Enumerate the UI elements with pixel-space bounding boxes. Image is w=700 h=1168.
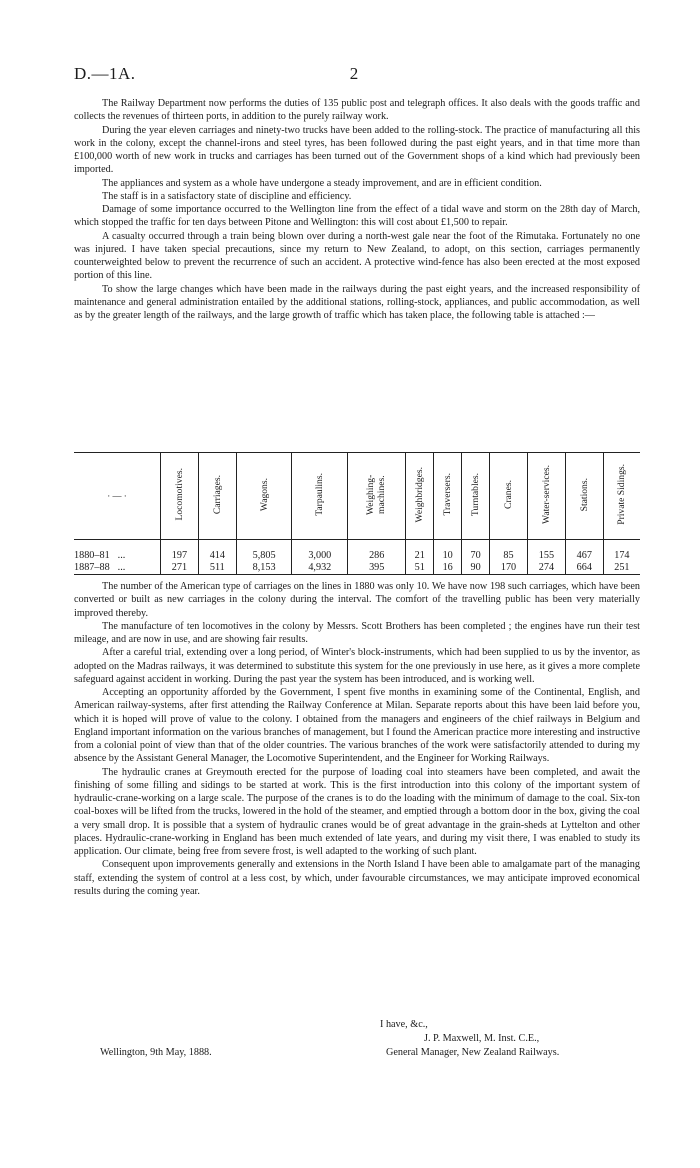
table-cell: 70: [462, 540, 490, 563]
column-header: Cranes.: [490, 453, 528, 540]
table-row: [74, 562, 640, 575]
table-cell: 4,932: [292, 562, 348, 575]
column-header: Weighing-machines.: [348, 453, 406, 540]
paragraph: Consequent upon improvements generally and extensions in the North Island I have been able to amalgamate part of the managing staff, extending the system of control at a less cost, by which, under favourable circumstances, we may anticipate improved economical results during the coming year.: [74, 859, 640, 897]
table-cell: 8,153: [236, 562, 292, 575]
column-header: Wagons.: [236, 453, 292, 540]
table-cell: 51: [406, 562, 434, 575]
table-row: [74, 540, 640, 563]
paragraph: Damage of some importance occurred to the Wellington line from the effect of a tidal wave and storm on the 28th day of March, which stopped the traffic for ten days between Pitone and Wellington: this will cost about £1,500 to repair.: [74, 204, 640, 229]
table-cell: 414: [198, 540, 236, 563]
table-cell: 197: [161, 540, 199, 563]
paragraph: Accepting an opportunity afforded by the Government, I spent five months in examining some of the Continental, English, and American railway-systems, after first attending the Railway Conference at Milan. Separate reports about this have been laid before you, which it is hoped will prove of value to the colony. I obtained from the managers and engineers of the chief railways in Belgium and England important information on the various branches of management, but I found the American practice more interesting and instructive from a colonial point of view than that of the older countries. The various branches of the work were satisfactorily attended to during my absence by the Assistant General Manager, the Locomotive Superintendent, and the Engineer for Working Railways.: [74, 687, 640, 765]
column-header: Traversers.: [434, 453, 462, 540]
table-cell: 271: [161, 562, 199, 575]
column-header: Tarpaulins.: [292, 453, 348, 540]
table-cell: 90: [462, 562, 490, 575]
table-cell: 10: [434, 540, 462, 563]
table-cell: 395: [348, 562, 406, 575]
table-cell: 286: [348, 540, 406, 563]
signatory-title: General Manager, New Zealand Railways.: [386, 1047, 560, 1058]
table-cell: 174: [603, 540, 640, 563]
table-cell: 155: [527, 540, 565, 563]
row-label: 1880–81 ...: [74, 550, 126, 561]
page-header: [74, 64, 634, 84]
closing-line: I have, &c.,: [380, 1019, 428, 1030]
paragraph: The manufacture of ten locomotives in the colony by Messrs. Scott Brothers has been completed ; the engines have run their test mileage, and are now in use, and are showing fair results.: [74, 620, 640, 645]
paragraph: A casualty occurred through a train being blown over during a north-west gale near the foot of the Rimutaka. Fortunately no one was injured. I have taken special precautions, since my return to New Zealand, to adopt, on this section, carriages permanently counterweighted below to prevent the recurrence of such an accident. A protective wind-fence has also been erected at the most exposed portion of this line.: [74, 230, 640, 282]
table-cell: 467: [565, 540, 603, 563]
body-text-bottom: [74, 580, 640, 898]
signatory-name: J. P. Maxwell, M. Inst. C.E.,: [424, 1033, 540, 1044]
table-cell: 16: [434, 562, 462, 575]
column-header: Water-services.: [527, 453, 565, 540]
column-header: Stations.: [565, 453, 603, 540]
paragraph: After a careful trial, extending over a long period, of Winter's block-instruments, which had been supplied to us by the inventor, as adopted on the Madras railways, it was determined to substitute this system for the one previously in use here, as it gives a more complete safeguard against accident in working. During the past year the system has been introduced, and is working well.: [74, 647, 640, 685]
column-header: Weighbridges.: [406, 453, 434, 540]
table-cell: 21: [406, 540, 434, 563]
statistics-table: [74, 452, 640, 575]
signature-block: [74, 1018, 640, 1082]
page-number: 2: [349, 64, 359, 83]
paragraph: To show the large changes which have been made in the railways during the past eight years, and the increased responsibility of maintenance and general administration entailed by the additional stations, rolling-stock, appliances, and public accommodation, as well as by the greater length of the railways, and the large growth of traffic which has taken place, the following table is attached :—: [74, 283, 640, 321]
paragraph: The Railway Department now performs the duties of 135 public post and telegraph offices. It also deals with the goods traffic and collects the revenues of thirteen ports, in addition to the purely railway work.: [74, 98, 640, 123]
table-cell: 274: [527, 562, 565, 575]
table-cell: 511: [198, 562, 236, 575]
table-header-row: [74, 453, 640, 540]
body-text-top: [74, 97, 640, 322]
paragraph: The appliances and system as a whole have undergone a steady improvement, and are in efficient condition.: [102, 177, 542, 189]
column-header: Carriages.: [198, 453, 236, 540]
paragraph: The number of the American type of carriages on the lines in 1880 was only 10. We have now 198 such carriages, which have been converted or built as new carriages in the colony during the interval. The comfort of the travelling public has been very materially improved thereby.: [74, 581, 640, 619]
paragraph: During the year eleven carriages and ninety-two trucks have been added to the rolling-stock. The practice of manufacturing all this work in the colony, except the channel-irons and steel tyres, has been followed during the past eight years, and in that time more than £100,000 worth of new work in trucks and carriages has been turned out of the Government shops of a kind which had previously been imported.: [74, 124, 640, 176]
column-header: Private Sidings.: [603, 453, 640, 540]
row-label: 1887–88 ...: [74, 562, 161, 575]
column-header: Locomotives.: [161, 453, 199, 540]
table-cell: 5,805: [236, 540, 292, 563]
paragraph: The staff is in a satisfactory state of discipline and efficiency.: [102, 190, 352, 202]
table-cell: 170: [490, 562, 528, 575]
document-reference: D.—1A.: [74, 64, 136, 83]
table-corner: · — ·: [74, 453, 161, 540]
table-cell: 251: [603, 562, 640, 575]
table-cell: 664: [565, 562, 603, 575]
table-cell: 3,000: [292, 540, 348, 563]
table-cell: 85: [490, 540, 528, 563]
place-and-date: Wellington, 9th May, 1888.: [100, 1047, 212, 1058]
paragraph: The hydraulic cranes at Greymouth erected for the purpose of loading coal into steamers have been completed, and await the finishing of some filling and sidings to be started at work. This is the first introduction into this colony of the important system of hydraulic-crane-working on a large scale. The purpose of the cranes is to do the loading with the minimum of damage to the coal. Six-ton coal-boxes will be lifted from the trucks, lowered in the hold of the steamer, and emptied through a bottom door in the box, giving the coal a very small drop. It is possible that a system of hydraulic cranes would be of great advantage in the grain-sheds at Lyttelton and other places. Hydraulic-crane-working in England has been much extended of late years, and during my visit there, I was enabled to study its application. Our climate, being free from severe frost, is well adapted to the working of such plant.: [74, 766, 640, 857]
column-header: Turntables.: [462, 453, 490, 540]
